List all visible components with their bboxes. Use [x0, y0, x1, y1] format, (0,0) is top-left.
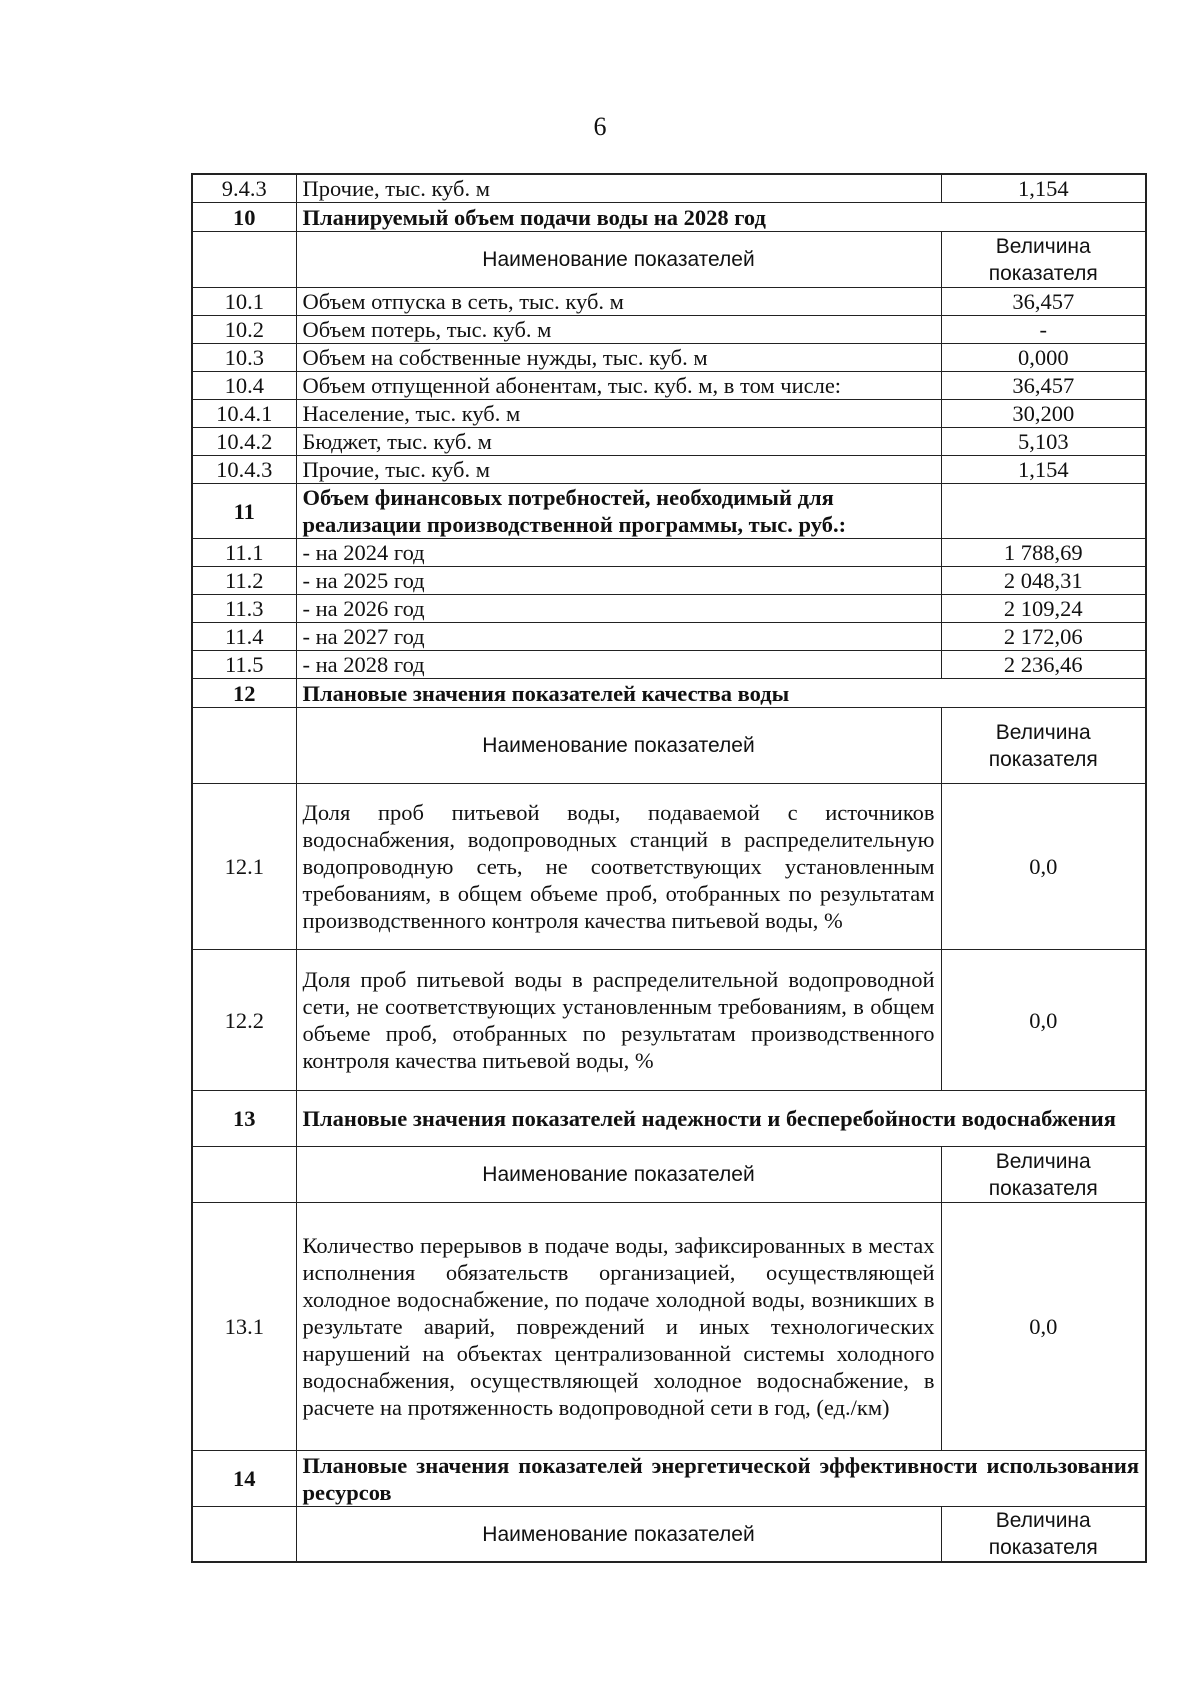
table-row [192, 708, 1146, 784]
table-row [192, 651, 1146, 679]
indicator-name: Бюджет, тыс. куб. м [296, 428, 941, 456]
row-number: 11.1 [192, 539, 296, 567]
indicator-value: 2 109,24 [941, 595, 1146, 623]
table-row [192, 784, 1146, 950]
table-row [192, 1203, 1146, 1451]
section-number: 10 [192, 203, 296, 232]
row-number: 10.4 [192, 372, 296, 400]
table-row [192, 567, 1146, 595]
column-header-name: Наименование показателей [296, 1147, 941, 1203]
table-row [192, 344, 1146, 372]
indicator-name: Объем отпуска в сеть, тыс. куб. м [296, 288, 941, 316]
indicator-value: 2 172,06 [941, 623, 1146, 651]
row-number: 13.1 [192, 1203, 296, 1451]
row-number: 11.4 [192, 623, 296, 651]
table-row [192, 623, 1146, 651]
row-number: 11.2 [192, 567, 296, 595]
indicator-name: Количество перерывов в подаче воды, зафиксированных в местах исполнения обязательств организацией, осуществляющей холодное водоснабжение, по подаче холодной воды, возникших в результате аварий, повреждений и иных технологических нарушений на объектах централизованной системы холодного водоснабжения, осуществляющей холодное водоснабжение, в расчете на протяженность водопроводной сети в год, (ед./км) [296, 1203, 941, 1451]
indicator-value: 0,0 [941, 784, 1146, 950]
row-number: 10.3 [192, 344, 296, 372]
table-row [192, 400, 1146, 428]
table-row [192, 428, 1146, 456]
indicator-value: 0,0 [941, 950, 1146, 1091]
column-header-value: Величина показателя [941, 1507, 1146, 1563]
row-number: 11.5 [192, 651, 296, 679]
column-header-name: Наименование показателей [296, 1507, 941, 1563]
table-row [192, 1091, 1146, 1147]
indicators-table [191, 173, 1147, 1563]
indicator-name: Объем потерь, тыс. куб. м [296, 316, 941, 344]
indicator-value: 5,103 [941, 428, 1146, 456]
indicator-name: - на 2027 год [296, 623, 941, 651]
row-number: 10.4.1 [192, 400, 296, 428]
indicator-value: 2 048,31 [941, 567, 1146, 595]
table-row [192, 372, 1146, 400]
row-number: 10.1 [192, 288, 296, 316]
table-row [192, 288, 1146, 316]
table-row [192, 595, 1146, 623]
indicator-name: Доля проб питьевой воды, подаваемой с источников водоснабжения, водопроводных станций в распределительную водопроводную сеть, не соответствующих установленным требованиям, в общем объеме проб, отобранных по результатам производственного контроля качества питьевой воды, % [296, 784, 941, 950]
row-number: 10.4.3 [192, 456, 296, 484]
indicator-name: Доля проб питьевой воды в распределительной водопроводной сети, не соответствующих установленным требованиям, в общем объеме проб, отобранных по результатам производственного контроля качества питьевой воды, % [296, 950, 941, 1091]
section-title: Плановые значения показателей качества воды [296, 679, 1146, 708]
column-header-value: Величина показателя [941, 1147, 1146, 1203]
row-number: 12.2 [192, 950, 296, 1091]
indicator-name: - на 2026 год [296, 595, 941, 623]
table-row [192, 203, 1146, 232]
table-row [192, 316, 1146, 344]
indicator-value: - [941, 316, 1146, 344]
indicator-value: 1,154 [941, 174, 1146, 203]
table-row [192, 1451, 1146, 1507]
section-title: Плановые значения показателей надежности и бесперебойности водоснабжения [296, 1091, 1146, 1147]
table-row [192, 456, 1146, 484]
header-blank [192, 232, 296, 288]
indicator-name: Прочие, тыс. куб. м [296, 174, 941, 203]
table-row [192, 950, 1146, 1091]
table-row [192, 679, 1146, 708]
indicator-name: - на 2024 год [296, 539, 941, 567]
section-title: Планируемый объем подачи воды на 2028 год [296, 203, 1146, 232]
header-blank [192, 708, 296, 784]
indicator-name: Население, тыс. куб. м [296, 400, 941, 428]
column-header-value: Величина показателя [941, 232, 1146, 288]
column-header-name: Наименование показателей [296, 232, 941, 288]
row-number: 11.3 [192, 595, 296, 623]
header-blank [192, 1147, 296, 1203]
indicator-value: 36,457 [941, 372, 1146, 400]
row-number: 9.4.3 [192, 174, 296, 203]
page-number: 6 [593, 112, 607, 141]
table-row [192, 539, 1146, 567]
section-number: 13 [192, 1091, 296, 1147]
header-blank [192, 1507, 296, 1563]
indicator-value: 0,000 [941, 344, 1146, 372]
indicator-value: 2 236,46 [941, 651, 1146, 679]
table-row [192, 232, 1146, 288]
table-row [192, 484, 1146, 539]
indicator-value: 0,0 [941, 1203, 1146, 1451]
section-value-empty [941, 484, 1146, 539]
table-row [192, 174, 1146, 203]
row-number: 10.4.2 [192, 428, 296, 456]
table-row [192, 1147, 1146, 1203]
section-number: 11 [192, 484, 296, 539]
section-title: Объем финансовых потребностей, необходимый для реализации производственной программы, тыс. руб.: [296, 484, 941, 539]
indicator-name: - на 2028 год [296, 651, 941, 679]
section-number: 12 [192, 679, 296, 708]
indicator-name: Объем отпущенной абонентам, тыс. куб. м, в том числе: [296, 372, 941, 400]
indicator-value: 36,457 [941, 288, 1146, 316]
section-number: 14 [192, 1451, 296, 1507]
indicator-name: - на 2025 год [296, 567, 941, 595]
indicator-value: 30,200 [941, 400, 1146, 428]
indicator-value: 1 788,69 [941, 539, 1146, 567]
row-number: 12.1 [192, 784, 296, 950]
indicator-value: 1,154 [941, 456, 1146, 484]
row-number: 10.2 [192, 316, 296, 344]
column-header-value: Величина показателя [941, 708, 1146, 784]
indicator-name: Объем на собственные нужды, тыс. куб. м [296, 344, 941, 372]
section-title: Плановые значения показателей энергетической эффективности использования ресурсов [296, 1451, 1146, 1507]
indicator-name: Прочие, тыс. куб. м [296, 456, 941, 484]
column-header-name: Наименование показателей [296, 708, 941, 784]
table-row [192, 1507, 1146, 1563]
